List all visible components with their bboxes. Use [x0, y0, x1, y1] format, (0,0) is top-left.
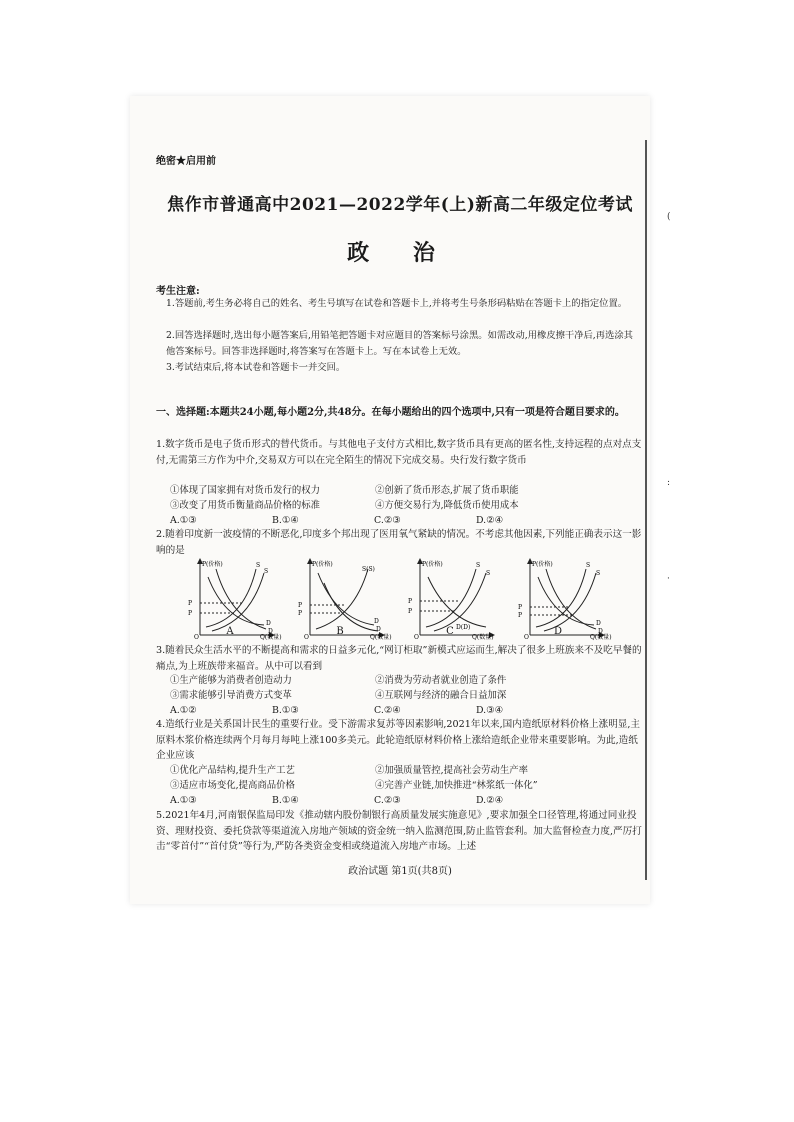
- svg-text:D: D: [268, 628, 273, 635]
- option-item: ②加强质量管控,提高社会劳动生产率: [375, 765, 528, 776]
- answer-choice: B.①④: [272, 515, 299, 526]
- answer-choice: C.②③: [374, 515, 401, 526]
- subject-title: 政 治: [347, 240, 453, 266]
- svg-text:Q(数量): Q(数量): [472, 634, 494, 641]
- option-item: ②消费为劳动者就业创造了条件: [375, 675, 507, 686]
- svg-text:D: D: [374, 618, 379, 625]
- question-4-stem: 4.造纸行业是关系国计民生的重要行业。受下游需求复苏等因素影响,2021年以来,国内造纸原材料价格上涨明显,主原料木浆价格连续两个月每月每吨上涨100多美元。此轮造纸原材料价格上涨给造纸企业带来重要影响。为此,造纸企业应该: [156, 719, 641, 761]
- question-4-options: [170, 763, 640, 808]
- svg-text:P: P: [408, 608, 413, 615]
- answer-choice: D.②④: [476, 795, 503, 806]
- answer-choice: B.①③: [272, 705, 299, 716]
- svg-text:Q(数量): Q(数量): [590, 634, 612, 641]
- option-item: ③改变了用货币衡量商品价格的标准: [170, 500, 321, 511]
- svg-text:O: O: [524, 634, 529, 641]
- graph-label: C: [446, 626, 454, 637]
- question-3-options: [170, 673, 640, 718]
- svg-text:P: P: [188, 610, 193, 617]
- question-1-stem: 1.数字货币是电子货币形式的替代货币。与其他电子支付方式相比,数字货币具有更高的匿名性,支持远程的点对点支付,无需第三方作为中介,交易双方可以在完全陌生的情况下完成交易。央行发行数字货币: [156, 439, 642, 466]
- svg-text:P: P: [298, 602, 303, 609]
- option-item: ③需求能够引导消费方式变革: [170, 690, 292, 701]
- svg-text:P: P: [298, 610, 303, 617]
- svg-text:P(价格): P(价格): [202, 561, 223, 568]
- svg-text:D(D): D(D): [456, 624, 471, 631]
- option-item: ①优化产品结构,提升生产工艺: [170, 765, 295, 776]
- margin-mark: ·: [667, 574, 670, 584]
- option-item: ①生产能够为消费者创造动力: [170, 675, 292, 686]
- svg-text:P(价格): P(价格): [532, 561, 553, 568]
- svg-text:O: O: [194, 634, 199, 641]
- svg-text:P: P: [518, 604, 523, 611]
- question-2-stem: 2.随着印度新一波疫情的不断恶化,印度多个邦出现了医用氧气紧缺的情况。不考虑其他因素,下列能正确表示这一影响的是: [156, 529, 642, 556]
- svg-text:P: P: [188, 600, 193, 607]
- option-item: ④方便交易行为,降低货币使用成本: [375, 500, 519, 511]
- option-item: ④互联网与经济的融合日益加深: [375, 690, 507, 701]
- page-footer: 政治试题 第1页(共8页): [348, 866, 452, 877]
- answer-choice: C.②③: [374, 795, 401, 806]
- question-3-stem: 3.随着民众生活水平的不断提高和需求的日益多元化,“网订柜取”新模式应运而生,解决了很多上班族来不及吃早餐的痛点,为上班族带来福音。从中可以看到: [156, 645, 642, 672]
- svg-text:S: S: [476, 562, 481, 569]
- exam-title: 焦作市普通高中2021—2022学年(上)新高二年级定位考试: [167, 195, 633, 215]
- answer-choice: C.②④: [374, 705, 401, 716]
- svg-text:Q(数量): Q(数量): [370, 634, 392, 641]
- svg-text:D: D: [266, 620, 271, 627]
- section-heading: 一、选择题:本题共24小题,每小题2分,共48分。在每小题给出的四个选项中,只有一项是符合题目要求的。: [156, 407, 625, 418]
- svg-text:D: D: [376, 626, 381, 633]
- note-item: 2.回答选择题时,选出每小题答案后,用铅笔把答题卡对应题目的答案标号涂黑。如需改动,用橡皮擦干净后,再选涂其他答案标号。回答非选择题时,将答案写在答题卡上。写在本试卷上无效。: [166, 330, 633, 357]
- svg-text:S: S: [486, 570, 491, 577]
- note-item: 3.考试结束后,将本试卷和答题卡一并交回。: [166, 362, 346, 373]
- answer-choice: D.③④: [476, 705, 503, 716]
- svg-text:S: S: [586, 562, 591, 569]
- graph-label: D: [553, 626, 563, 637]
- page-edge-line: [645, 140, 647, 880]
- answer-choice: A.①②: [170, 705, 197, 716]
- svg-text:D: D: [596, 620, 601, 627]
- supply-demand-graphs: [186, 557, 612, 641]
- notes-heading: 考生注意:: [156, 286, 200, 297]
- question-5-stem: 5.2021年4月,河南银保监局印发《推动辖内股份制银行高质量发展实施意见》,要求加强全口径管理,将通过同业投资、理财投资、委托贷款等渠道流入房地产领域的资金统一纳入监测范围,防止监管套利。加大监督检查力度,严厉打击“零首付”“首付贷”等行为,严防各类资金变相或绕道流入房地产市场。上述: [156, 810, 642, 852]
- svg-text:S(S): S(S): [362, 566, 375, 573]
- question-1-options: [170, 483, 640, 528]
- note-item: 1.答题前,考生务必将自己的姓名、考生号填写在试卷和答题卡上,并将考生号条形码粘贴在答题卡上的指定位置。: [166, 298, 628, 309]
- svg-text:P: P: [408, 598, 413, 605]
- answer-choice: A.①③: [170, 515, 197, 526]
- svg-text:S: S: [264, 568, 269, 575]
- answer-choice: D.②④: [476, 515, 503, 526]
- margin-mark: (: [667, 212, 671, 222]
- svg-text:O: O: [304, 634, 309, 641]
- option-item: ②创新了货币形态,扩展了货币职能: [375, 485, 519, 496]
- answer-choice: B.①④: [272, 795, 299, 806]
- svg-text:O: O: [414, 634, 419, 641]
- margin-mark: :: [667, 478, 671, 488]
- confidential-label: 绝密★启用前: [156, 156, 216, 167]
- answer-choice: A.①③: [170, 795, 197, 806]
- option-item: ④完善产业链,加快推进“林浆纸一体化”: [375, 780, 538, 791]
- svg-text:P(价格): P(价格): [312, 561, 333, 568]
- svg-text:S: S: [596, 570, 601, 577]
- graph-label: A: [226, 626, 234, 637]
- svg-text:S: S: [256, 562, 261, 569]
- svg-text:Q(数量): Q(数量): [260, 634, 282, 641]
- graph-label: B: [336, 626, 344, 637]
- svg-text:D: D: [598, 628, 603, 635]
- svg-text:P(价格): P(价格): [422, 561, 443, 568]
- option-item: ①体现了国家拥有对货币发行的权力: [170, 485, 321, 496]
- option-item: ③适应市场变化,提高商品价格: [170, 780, 295, 791]
- svg-text:P: P: [518, 612, 523, 619]
